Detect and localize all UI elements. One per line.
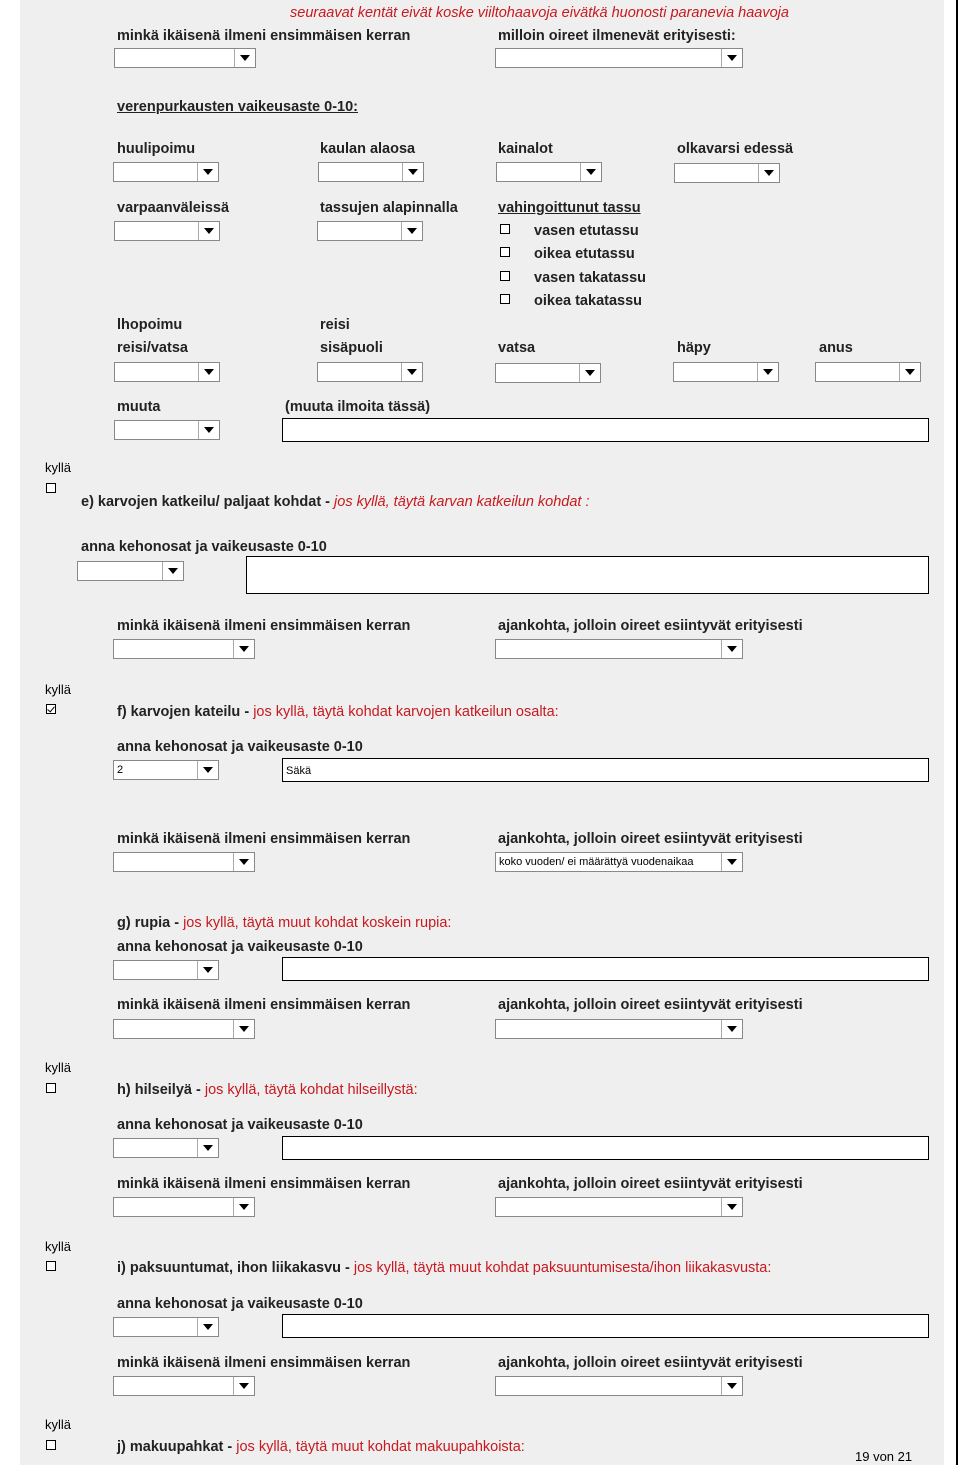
- chevron-down-icon: [197, 761, 218, 779]
- huulipoimu-select[interactable]: [113, 162, 219, 182]
- section-i-title-text: i) paksuuntumat, ihon liikakasvu -: [117, 1260, 354, 1276]
- section-f-first-age-label: minkä ikäisenä ilmeni ensimmäisen kerran: [117, 831, 411, 847]
- section-e-parts-field[interactable]: [246, 556, 929, 594]
- section-j-title-text: j) makuupahkat -: [117, 1439, 237, 1455]
- chevron-down-icon: [402, 163, 423, 181]
- section-j-title: [117, 1439, 525, 1455]
- section-f-title: [117, 704, 559, 720]
- paw-checkbox-1[interactable]: [500, 224, 510, 234]
- chevron-down-icon: [198, 421, 219, 439]
- top-note: seuraavat kentät eivät koske viiltohaavoja eivätkä huonosti paranevia haavoja: [290, 5, 789, 21]
- yes-label-f: kyllä: [45, 682, 72, 697]
- chevron-down-icon: [197, 163, 218, 181]
- area-label-lhopoimu-2: reisi/vatsa: [117, 340, 188, 356]
- affected-paw-title: vahingoittunut tassu: [498, 200, 641, 216]
- section-g-hint: jos kyllä, täytä muut kohdat koskein rupia:: [183, 915, 452, 931]
- muuta-select[interactable]: [114, 420, 220, 440]
- reisi-select[interactable]: [317, 362, 423, 382]
- kainalot-select[interactable]: [496, 162, 602, 182]
- area-label-kainalot: kainalot: [498, 141, 553, 157]
- area-label-lhopoimu-1: lhopoimu: [117, 317, 183, 333]
- paw-checkbox-2[interactable]: [500, 247, 510, 257]
- area-label-varpaan: varpaanväleissä: [117, 200, 230, 216]
- section-i-first-age-select[interactable]: [113, 1376, 255, 1396]
- section-f-hint: jos kyllä, täytä kohdat karvojen katkeilun osalta:: [253, 704, 559, 720]
- chevron-down-icon: [233, 1198, 254, 1216]
- section-i-checkbox[interactable]: [46, 1261, 56, 1271]
- yes-label-i: kyllä: [45, 1239, 72, 1254]
- section-h-checkbox[interactable]: [46, 1083, 56, 1093]
- section-g-title: [117, 915, 451, 931]
- when-label: milloin oireet ilmenevät erityisesti:: [498, 28, 736, 44]
- kaulan-select[interactable]: [318, 162, 424, 182]
- anus-select[interactable]: [815, 362, 921, 382]
- chevron-down-icon: [899, 363, 920, 381]
- section-g-parts-label: anna kehonosat ja vaikeusaste 0-10: [117, 939, 363, 955]
- section-e-severity-select[interactable]: [77, 561, 184, 581]
- section-g-period-label: ajankohta, jolloin oireet esiintyvät erityisesti: [498, 997, 803, 1013]
- section-f-parts-field[interactable]: [282, 758, 929, 782]
- section-h-parts-field[interactable]: [282, 1136, 929, 1160]
- paw-option-2: oikea etutassu: [534, 246, 635, 262]
- section-g-first-age-select[interactable]: [113, 1019, 255, 1039]
- area-label-tassujen: tassujen alapinnalla: [320, 200, 458, 216]
- chevron-down-icon: [721, 1020, 742, 1038]
- section-h-first-age-label: minkä ikäisenä ilmeni ensimmäisen kerran: [117, 1176, 411, 1192]
- chevron-down-icon: [721, 1198, 742, 1216]
- section-i-hint: jos kyllä, täytä muut kohdat paksuuntumisesta/ihon liikakasvusta:: [353, 1260, 772, 1276]
- section-e-title: [81, 494, 590, 510]
- section-g-title-text: g) rupia -: [117, 915, 184, 931]
- paw-checkbox-4[interactable]: [500, 294, 510, 304]
- area-label-huulipoimu: huulipoimu: [117, 141, 196, 157]
- section-h-severity-select[interactable]: [113, 1138, 219, 1158]
- page-edge-rule: [956, 0, 958, 1465]
- section-f-severity-value: 2: [117, 764, 124, 776]
- section-e-period-select[interactable]: [495, 639, 743, 659]
- chevron-down-icon: [197, 961, 218, 979]
- area-label-reisi-2: sisäpuoli: [320, 340, 383, 356]
- section-i-parts-field[interactable]: [282, 1314, 929, 1338]
- varpaan-select[interactable]: [114, 221, 220, 241]
- area-label-vatsa: vatsa: [498, 340, 536, 356]
- section-h-period-label: ajankohta, jolloin oireet esiintyvät erityisesti: [498, 1176, 803, 1192]
- section-h-hint: jos kyllä, täytä kohdat hilseillystä:: [204, 1082, 418, 1098]
- section-i-parts-label: anna kehonosat ja vaikeusaste 0-10: [117, 1296, 363, 1312]
- form-panel: [20, 0, 944, 1465]
- section-i-title: [117, 1260, 771, 1276]
- area-label-reisi-1: reisi: [320, 317, 350, 333]
- chevron-down-icon: [721, 1377, 742, 1395]
- paw-option-1: vasen etutassu: [534, 223, 639, 239]
- section-g-period-select[interactable]: [495, 1019, 743, 1039]
- vatsa-select[interactable]: [495, 363, 601, 383]
- section-e-title-text: e) karvojen katkeilu/ paljaat kohdat -: [81, 494, 335, 510]
- section-i-period-select[interactable]: [495, 1376, 743, 1396]
- first-age-select[interactable]: [114, 48, 256, 68]
- section-h-first-age-select[interactable]: [113, 1197, 255, 1217]
- section-e-hint: jos kyllä, täytä karvan katkeilun kohdat :: [334, 494, 590, 510]
- paw-checkbox-3[interactable]: [500, 271, 510, 281]
- area-label-muuta: muuta: [117, 399, 161, 415]
- muuta-text-field[interactable]: [282, 418, 929, 442]
- section-h-title: [117, 1082, 418, 1098]
- severity-title: verenpurkausten vaikeusaste 0-10:: [117, 99, 358, 115]
- tassujen-select[interactable]: [317, 221, 423, 241]
- chevron-down-icon: [401, 363, 422, 381]
- chevron-down-icon: [580, 163, 601, 181]
- section-e-period-label: ajankohta, jolloin oireet esiintyvät erityisesti: [498, 618, 803, 634]
- yes-label-e: kyllä: [45, 460, 72, 475]
- section-f-title-text: f) karvojen kateilu -: [117, 704, 254, 720]
- chevron-down-icon: [233, 1377, 254, 1395]
- section-f-period-label: ajankohta, jolloin oireet esiintyvät erityisesti: [498, 831, 803, 847]
- area-label-kaulan: kaulan alaosa: [320, 141, 416, 157]
- lhopoimu-select[interactable]: [114, 362, 220, 382]
- section-h-period-select[interactable]: [495, 1197, 743, 1217]
- section-j-hint: jos kyllä, täytä muut kohdat makuupahkoista:: [236, 1439, 525, 1455]
- section-g-severity-select[interactable]: [113, 960, 219, 980]
- paw-option-3: vasen takatassu: [534, 270, 647, 286]
- chevron-down-icon: [579, 364, 600, 382]
- chevron-down-icon: [198, 222, 219, 240]
- chevron-down-icon: [721, 853, 742, 871]
- first-age-label: minkä ikäisenä ilmeni ensimmäisen kerran: [117, 28, 411, 44]
- section-f-severity-select[interactable]: [113, 760, 219, 780]
- section-e-checkbox[interactable]: [46, 483, 56, 493]
- chevron-down-icon: [758, 164, 779, 182]
- chevron-down-icon: [233, 1020, 254, 1038]
- area-muuta-hint: (muuta ilmoita tässä): [285, 399, 431, 415]
- chevron-down-icon: [757, 363, 778, 381]
- chevron-down-icon: [401, 222, 422, 240]
- section-e-parts-label: anna kehonosat ja vaikeusaste 0-10: [81, 539, 327, 555]
- chevron-down-icon: [721, 49, 742, 67]
- chevron-down-icon: [721, 640, 742, 658]
- section-j-checkbox[interactable]: [46, 1440, 56, 1450]
- section-h-title-text: h) hilseilyä -: [117, 1082, 205, 1098]
- section-i-severity-select[interactable]: [113, 1317, 219, 1337]
- section-i-period-label: ajankohta, jolloin oireet esiintyvät erityisesti: [498, 1355, 803, 1371]
- olkavarsi-select[interactable]: [674, 163, 780, 183]
- section-f-parts-value: Säkä: [286, 765, 312, 777]
- section-g-first-age-label: minkä ikäisenä ilmeni ensimmäisen kerran: [117, 997, 411, 1013]
- section-i-first-age-label: minkä ikäisenä ilmeni ensimmäisen kerran: [117, 1355, 411, 1371]
- section-g-parts-field[interactable]: [282, 957, 929, 981]
- chevron-down-icon: [197, 1139, 218, 1157]
- section-f-parts-label: anna kehonosat ja vaikeusaste 0-10: [117, 739, 363, 755]
- section-f-period-select[interactable]: [495, 852, 743, 872]
- chevron-down-icon: [233, 640, 254, 658]
- yes-label-j: kyllä: [45, 1417, 72, 1432]
- chevron-down-icon: [162, 562, 183, 580]
- when-select[interactable]: [495, 48, 743, 68]
- area-label-olkavarsi: olkavarsi edessä: [677, 141, 794, 157]
- section-f-checkbox[interactable]: [46, 704, 56, 714]
- section-h-parts-label: anna kehonosat ja vaikeusaste 0-10: [117, 1117, 363, 1133]
- chevron-down-icon: [197, 1318, 218, 1336]
- chevron-down-icon: [233, 853, 254, 871]
- section-e-first-age-label: minkä ikäisenä ilmeni ensimmäisen kerran: [117, 618, 411, 634]
- chevron-down-icon: [198, 363, 219, 381]
- hapy-select[interactable]: [673, 362, 779, 382]
- chevron-down-icon: [234, 49, 255, 67]
- area-label-hapy: häpy: [677, 340, 711, 356]
- yes-label-h: kyllä: [45, 1060, 72, 1075]
- page-number: 19 von 21: [855, 1449, 913, 1464]
- area-label-anus: anus: [819, 340, 853, 356]
- section-f-period-value: koko vuoden/ ei määrättyä vuodenaikaa: [499, 856, 694, 868]
- section-f-first-age-select[interactable]: [113, 852, 255, 872]
- paw-option-4: oikea takatassu: [534, 293, 643, 309]
- section-e-first-age-select[interactable]: [113, 639, 255, 659]
